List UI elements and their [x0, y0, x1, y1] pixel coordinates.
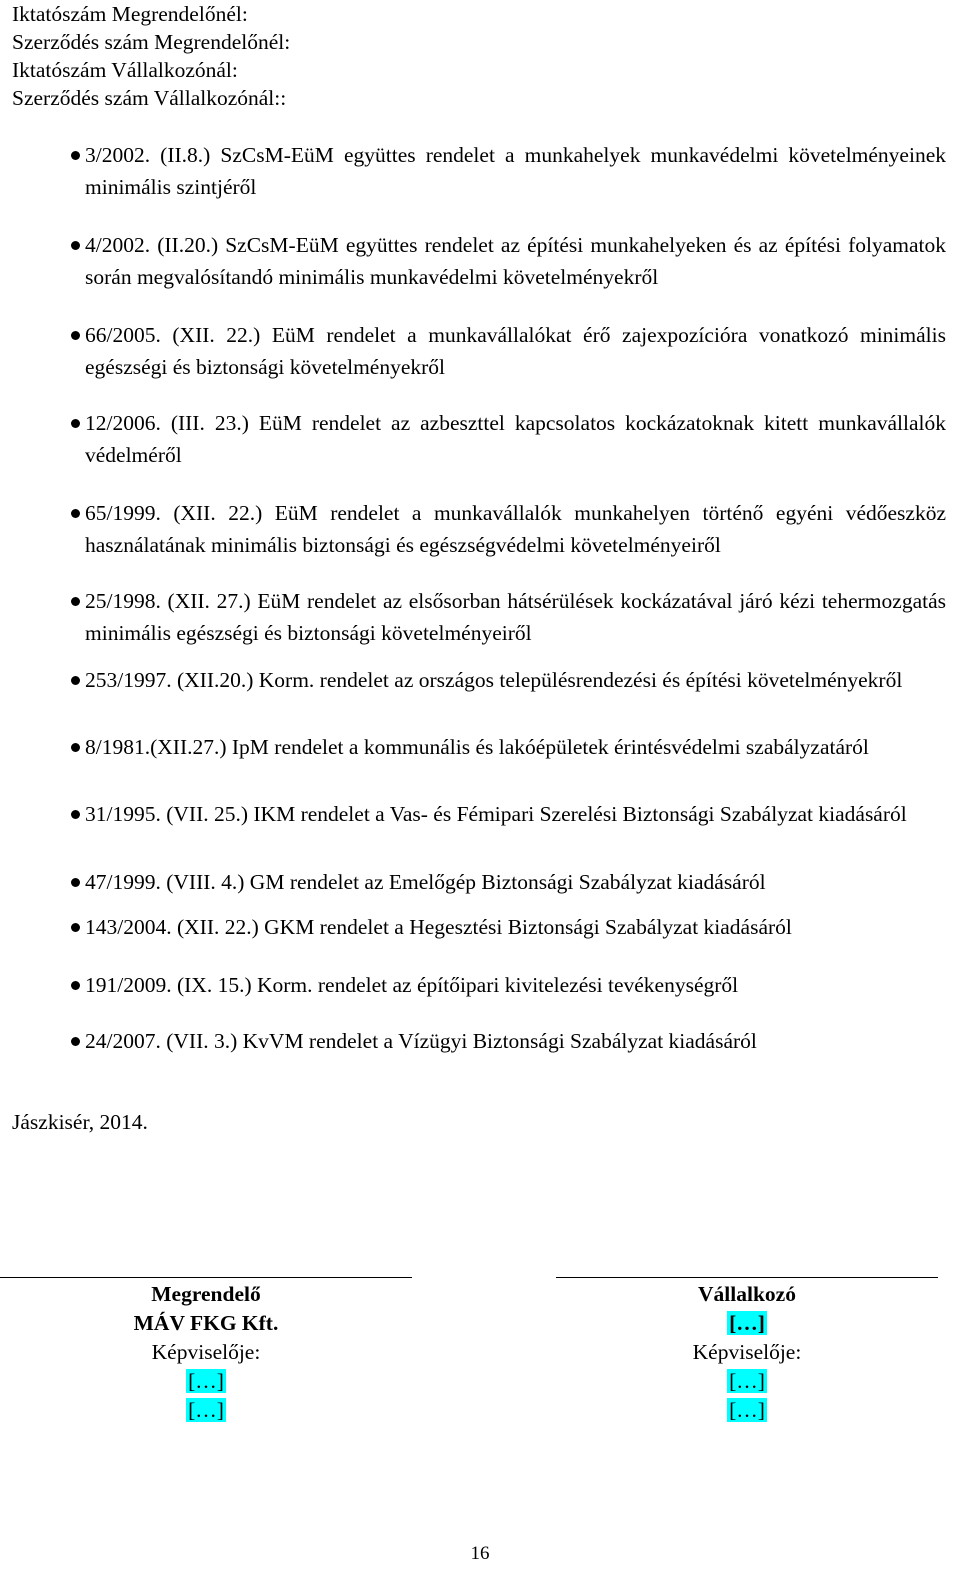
bullet-icon [71, 241, 80, 250]
list-item: 4/2002. (II.20.) SzCsM-EüM együttes rendelet az építési munkahelyeken és az építési folyamatok során megvalósítandó minimális munkavédelmi követelményekről [76, 229, 946, 293]
header-line-registry-contractor: Iktatószám Vállalkozónál: [12, 58, 238, 82]
signature-line-left [0, 1277, 412, 1278]
list-item: 3/2002. (II.8.) SzCsM-EüM együttes rendelet a munkahelyek munkavédelmi követelményeinek minimális szintjéről [76, 139, 946, 203]
bullet-icon [71, 419, 80, 428]
list-item: 65/1999. (XII. 22.) EüM rendelet a munkavállalók munkahelyen történő egyéni védőeszköz használatának minimális biztonsági és egészségvédelmi követelményeiről [76, 497, 946, 561]
bullet-icon [71, 1037, 80, 1046]
list-item: 8/1981.(XII.27.) IpM rendelet a kommunális és lakóépületek érintésvédelmi szabályzatáról [76, 731, 946, 763]
page-number: 16 [470, 1543, 490, 1564]
signature-role: Vállalkozó [698, 1282, 796, 1306]
bullet-icon [71, 923, 80, 932]
signature-title-placeholder: […] [188, 1398, 224, 1422]
header-line-registry-client: Iktatószám Megrendelőnél: [12, 2, 248, 26]
signature-rep-label: Képviselője: [692, 1340, 802, 1364]
signature-company-placeholder: […] [729, 1311, 765, 1335]
header-line-contract-client: Szerződés szám Megrendelőnél: [12, 30, 291, 54]
signature-rep-label: Képviselője: [151, 1340, 261, 1364]
signature-line-right [556, 1277, 938, 1278]
document-header [12, 0, 290, 112]
list-item: 24/2007. (VII. 3.) KvVM rendelet a Vízügyi Biztonsági Szabályzat kiadásáról [76, 1025, 946, 1057]
signature-title-placeholder: […] [729, 1398, 765, 1422]
place-date: Jászkisér, 2014. [12, 1110, 148, 1134]
bullet-icon [71, 676, 80, 685]
list-item: 31/1995. (VII. 25.) IKM rendelet a Vas- és Fémipari Szerelési Biztonsági Szabályzat kiadásáról [76, 798, 946, 830]
signature-role: Megrendelő [151, 1282, 261, 1306]
list-item: 12/2006. (III. 23.) EüM rendelet az azbeszttel kapcsolatos kockázatoknak kitett munkavállalók védelméről [76, 407, 946, 471]
bullet-icon [71, 331, 80, 340]
bullet-icon [71, 878, 80, 887]
bullet-icon [71, 597, 80, 606]
bullet-icon [71, 509, 80, 518]
list-item: 253/1997. (XII.20.) Korm. rendelet az országos településrendezési és építési követelményekről [76, 664, 946, 696]
signature-company: MÁV FKG Kft. [133, 1311, 279, 1335]
list-item: 191/2009. (IX. 15.) Korm. rendelet az építőipari kivitelezési tevékenységről [76, 969, 946, 1001]
signature-name-placeholder: […] [188, 1369, 224, 1393]
list-item: 25/1998. (XII. 27.) EüM rendelet az elsősorban hátsérülések kockázatával járó kézi tehermozgatás minimális egészségi és biztonsági követelményeiről [76, 585, 946, 649]
signature-block-contractor [627, 1280, 867, 1425]
bullet-icon [71, 810, 80, 819]
list-item: 66/2005. (XII. 22.) EüM rendelet a munkavállalókat érő zajexpozícióra vonatkozó minimális egészségi és biztonsági követelményekről [76, 319, 946, 383]
bullet-icon [71, 981, 80, 990]
signature-name-placeholder: […] [729, 1369, 765, 1393]
bullet-icon [71, 743, 80, 752]
signature-block-client [86, 1280, 326, 1425]
header-line-contract-contractor: Szerződés szám Vállalkozónál:: [12, 86, 287, 110]
list-item: 143/2004. (XII. 22.) GKM rendelet a Hegesztési Biztonsági Szabályzat kiadásáról [76, 911, 946, 943]
list-item: 47/1999. (VIII. 4.) GM rendelet az Emelőgép Biztonsági Szabályzat kiadásáról [76, 866, 946, 898]
bullet-icon [71, 151, 80, 160]
